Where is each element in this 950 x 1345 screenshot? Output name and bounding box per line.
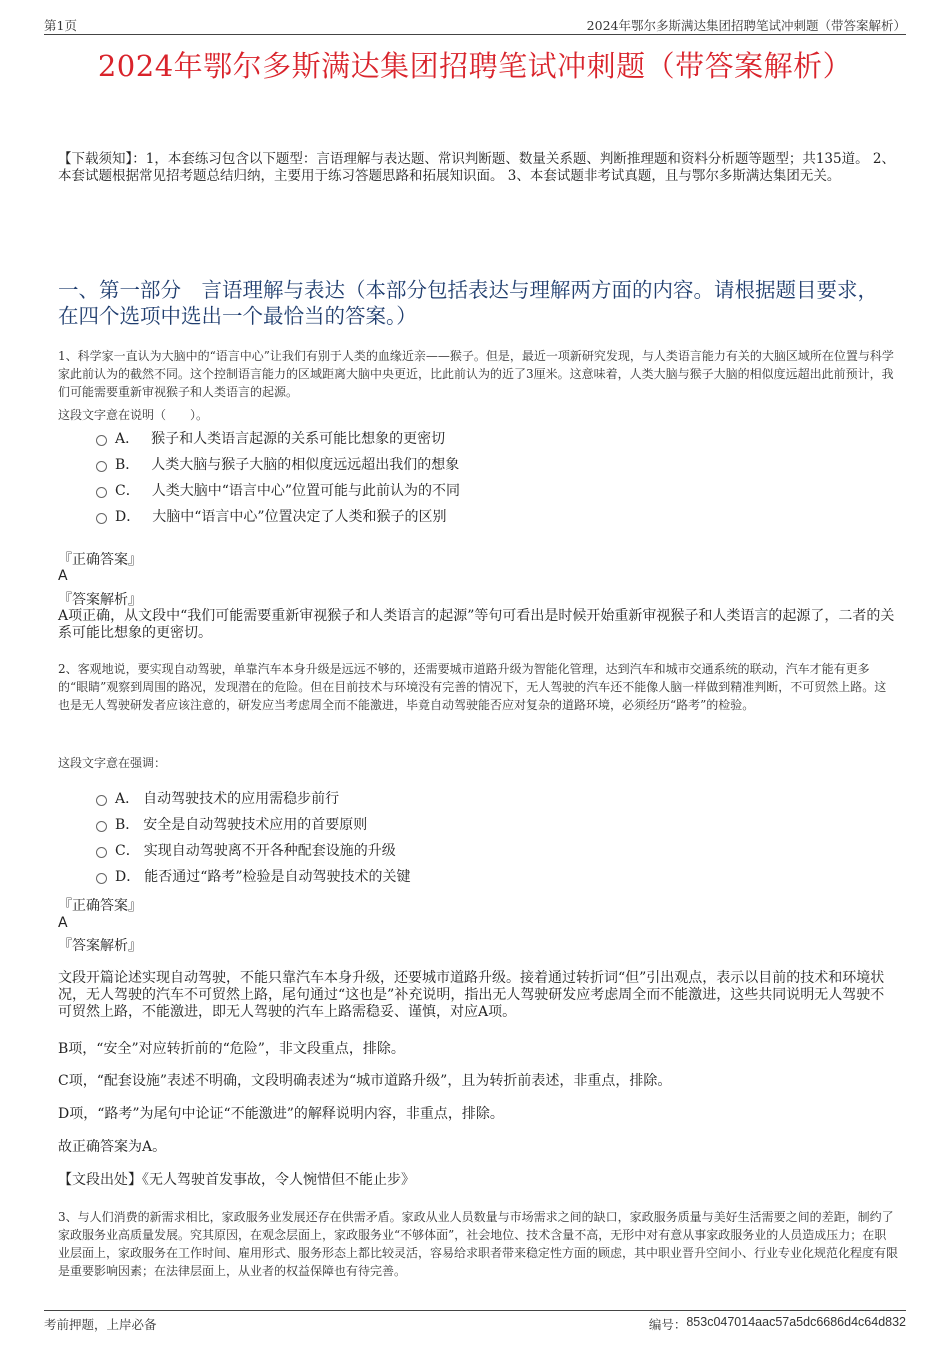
question-1-explanation: A项正确，从文段中“我们可能需要重新审视猴子和人类语言的起源”等句可看出是时候开始重新审视猴子和人类语言的起源了，二者的关系可能比想象的更密切。	[58, 608, 895, 641]
radio-icon[interactable]	[96, 847, 107, 858]
radio-icon[interactable]	[96, 821, 107, 832]
footer-code-value: 853c047014aac57a5dc6686d4c64d832	[686, 1315, 906, 1329]
question-1-option-d[interactable]	[96, 506, 447, 526]
question-1-answer: A	[58, 568, 68, 584]
option-text: 实现自动驾驶离不开各种配套设施的升级	[143, 843, 396, 859]
page-number: 第1页	[44, 18, 77, 33]
question-2-explanation-main: 文段开篇论述实现自动驾驶，不能只靠汽车本身升级，还要城市道路升级。接着通过转折词“但”引出观点，表示以目前的技术和环境状况，无人驾驶的汽车不可贸然上路，尾句通过“这也是”补充说明，指出无人驾驶研发应考虑周全而不能激进，这些共同说明无人驾驶不可贸然上路，不能激进，即无人驾驶的汽车上路需稳妥、谨慎，对应A项。	[58, 970, 885, 1020]
footer-code-label: 编号：	[648, 1317, 687, 1332]
option-text: 大脑中“语言中心”位置决定了人类和猴子的区别	[152, 509, 447, 525]
question-3-stem: 3、与人们消费的新需求相比，家政服务业发展还存在供需矛盾。家政从业人员数量与市场需求之间的缺口，家政服务质量与美好生活需要之间的差距，制约了家政服务业高质量发展。究其原因，在观念层面上，家政服务业“不够体面”，社会地位、技术含量不高，无形中对有意从事家政服务业的人员造成压力；在职业层面上，家政服务在工作时间、雇用形式、服务形态上都比较灵活，容易给求职者带来稳定性方面的顾虑，其中职业晋升空间小、行业专业化规范化程度有限是重要影响因素；在法律层面上，从业者的权益保障也有待完善。	[58, 1210, 899, 1278]
question-2-option-c[interactable]	[96, 840, 396, 860]
option-text: 安全是自动驾驶技术应用的首要原则	[143, 817, 368, 833]
question-2-stem: 2、客观地说，要实现自动驾驶，单靠汽车本身升级是远远不够的，还需要城市道路升级为智能化管理，达到汽车和城市交通系统的联动，汽车才能有更多的“眼睛”观察到周围的路况，发现潜在的危险。但在目前技术与环境没有完善的情况下，无人驾驶的汽车还不能像人脑一样做到精准判断，不可贸然上路。这也是无人驾驶研发者应该注意的，研发应当考虑周全而不能激进，毕竟自动驾驶能否应对复杂的道路环境，必须经历“路考”的检验。	[58, 662, 887, 712]
radio-icon[interactable]	[96, 513, 107, 524]
question-2-prompt: 这段文字意在强调：	[58, 756, 167, 770]
question-2-option-d[interactable]	[96, 866, 411, 886]
option-label: D．	[115, 509, 141, 525]
question-2-explanation-c: C项，“配套设施”表述不明确，文段明确表述为“城市道路升级”，且为转折前表述，非重点，排除。	[58, 1073, 672, 1089]
question-2-option-a[interactable]	[96, 788, 339, 808]
option-text: 能否通过“路考”检验是自动驾驶技术的关键	[144, 869, 411, 885]
radio-icon[interactable]	[96, 487, 107, 498]
question-1-option-c[interactable]	[96, 480, 460, 500]
option-text: 自动驾驶技术的应用需稳步前行	[143, 791, 340, 807]
option-label: A．	[115, 791, 140, 807]
document-title: 2024年鄂尔多斯满达集团招聘笔试冲刺题（带答案解析）	[97, 49, 853, 83]
option-label: B．	[115, 457, 140, 473]
option-label: C．	[115, 483, 140, 499]
question-1-option-a[interactable]	[96, 428, 445, 448]
option-label: B．	[115, 817, 140, 833]
header-divider	[44, 34, 906, 35]
footer-code	[649, 1315, 906, 1333]
question-2-answer: A	[58, 915, 68, 931]
question-2-option-b[interactable]	[96, 814, 367, 834]
radio-icon[interactable]	[96, 795, 107, 806]
question-2-conclusion: 故正确答案为A。	[58, 1139, 167, 1155]
question-2-explain-label: 『答案解析』	[58, 938, 142, 954]
question-1-stem: 1、科学家一直认为大脑中的“语言中心”让我们有别于人类的血缘近亲——猴子。但是，最近一项新研究发现，与人类语言能力有关的大脑区域所在位置与科学家此前认为的截然不同。这个控制语言能力的区域距离大脑中央更近，比此前认为的近了3厘米。这意味着，人类大脑与猴子大脑的相似度远超出此前预计，我们可能需要重新审视猴子和人类语言的起源。	[58, 349, 894, 399]
footer-divider	[44, 1310, 906, 1311]
option-text: 人类大脑中“语言中心”位置可能与此前认为的不同	[151, 483, 461, 499]
footer-slogan: 考前押题，上岸必备	[44, 1317, 157, 1332]
option-text: 猴子和人类语言起源的关系可能比想象的更密切	[151, 431, 446, 447]
question-1-prompt: 这段文字意在说明（ ）。	[58, 408, 209, 422]
question-2-explanation-b: B项，“安全”对应转折前的“危险”，非文段重点，排除。	[58, 1041, 405, 1057]
question-1-explain-label: 『答案解析』	[58, 592, 142, 608]
question-2-source: 【文段出处】《无人驾驶首发事故，令人惋惜但不能止步》	[58, 1172, 415, 1188]
option-text: 人类大脑与猴子大脑的相似度远远超出我们的想象	[151, 457, 460, 473]
section-heading: 一、第一部分 言语理解与表达（本部分包括表达与理解两方面的内容。请根据题目要求，在四个选项中选出一个最恰当的答案。）	[58, 278, 878, 328]
radio-icon[interactable]	[96, 873, 107, 884]
download-notice: 【下载须知】：1，本套练习包含以下题型：言语理解与表达题、常识判断题、数量关系题、判断推理题和资料分析题等题型；共135道。 2、本套试题根据常见招考题总结归纳，主要用于练习答题思路和拓展知识面。 3、本套试题非考试真题，且与鄂尔多斯满达集团无关。	[58, 151, 895, 184]
question-2-answer-label: 『正确答案』	[58, 898, 142, 914]
header-doc-title: 2024年鄂尔多斯满达集团招聘笔试冲刺题（带答案解析）	[586, 18, 906, 33]
radio-icon[interactable]	[96, 435, 107, 446]
question-2-explanation-d: D项，“路考”为尾句中论证“不能激进”的解释说明内容，非重点，排除。	[58, 1106, 504, 1122]
question-1-answer-label: 『正确答案』	[58, 552, 142, 568]
option-label: C．	[115, 843, 140, 859]
question-1-option-b[interactable]	[96, 454, 459, 474]
option-label: A．	[115, 431, 140, 447]
radio-icon[interactable]	[96, 461, 107, 472]
option-label: D．	[115, 869, 141, 885]
